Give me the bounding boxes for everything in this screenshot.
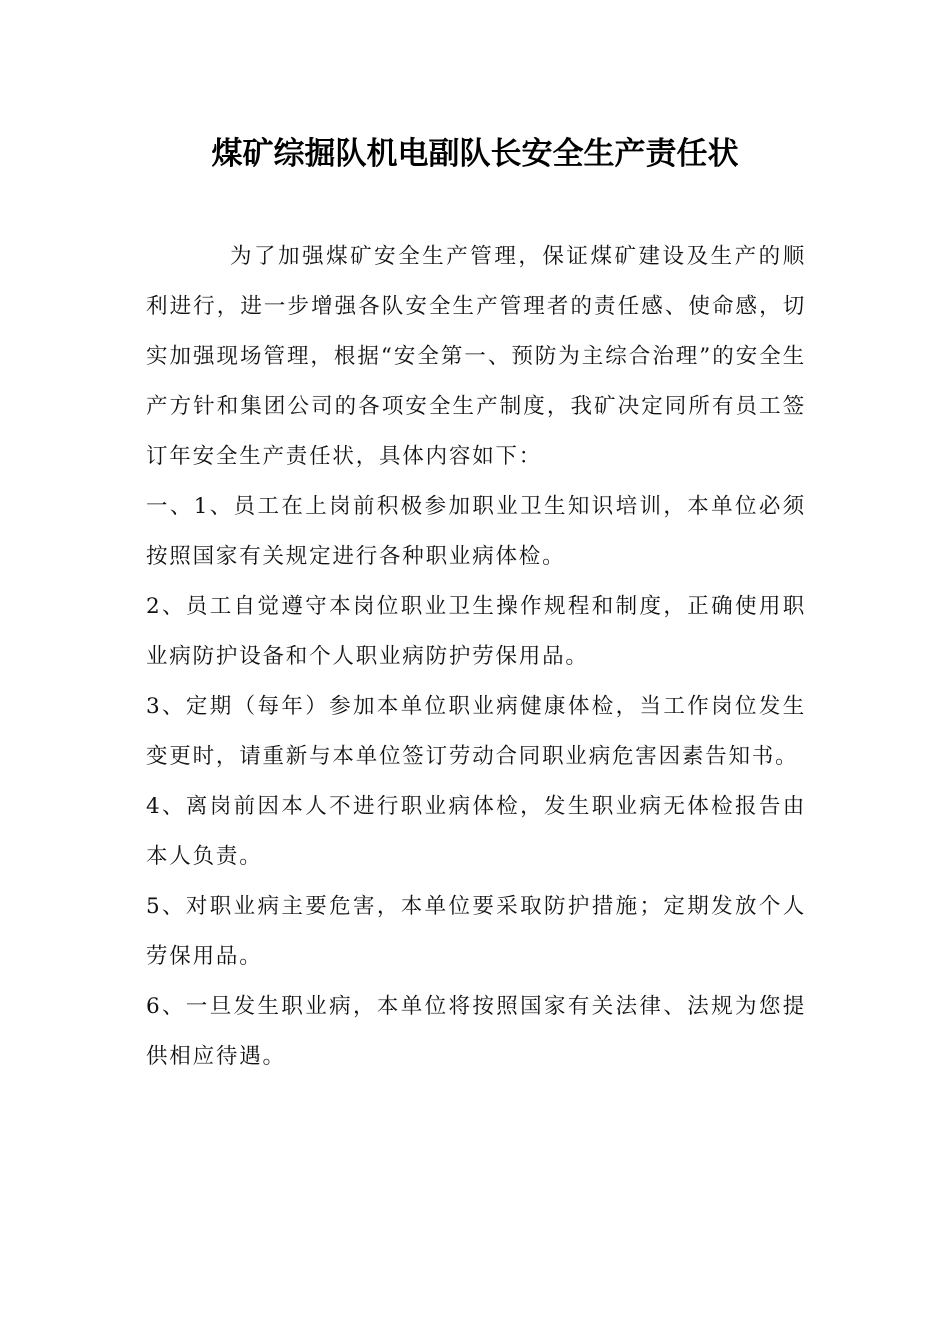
- clause-6: 6、一旦发生职业病，本单位将按照国家有关法律、法规为您提供相应待遇。: [146, 994, 806, 1069]
- clause-3: 3、定期（每年）参加本单位职业病健康体检，当工作岗位发生变更时，请重新与本单位签订劳动合同职业病危害因素告知书。: [146, 694, 806, 769]
- clause-1: 一、1、员工在上岗前积极参加职业卫生知识培训，本单位必须按照国家有关规定进行各种职业病体检。: [146, 494, 806, 569]
- clause-5: 5、对职业病主要危害，本单位要采取防护措施；定期发放个人劳保用品。: [146, 894, 806, 969]
- document-body: [146, 232, 806, 1082]
- document-title: 煤矿综掘队机电副队长安全生产责任状: [211, 136, 739, 172]
- clause-2: 2、员工自觉遵守本岗位职业卫生操作规程和制度，正确使用职业病防护设备和个人职业病防护劳保用品。: [146, 594, 806, 669]
- clause-4: 4、离岗前因本人不进行职业病体检，发生职业病无体检报告由本人负责。: [146, 794, 806, 869]
- intro-paragraph: 为了加强煤矿安全生产管理，保证煤矿建设及生产的顺利进行，进一步增强各队安全生产管理者的责任感、使命感，切实加强现场管理，根据“安全第一、预防为主综合治理”的安全生产方针和集团公司的各项安全生产制度，我矿决定同所有员工签订年安全生产责任状，具体内容如下：: [146, 244, 806, 469]
